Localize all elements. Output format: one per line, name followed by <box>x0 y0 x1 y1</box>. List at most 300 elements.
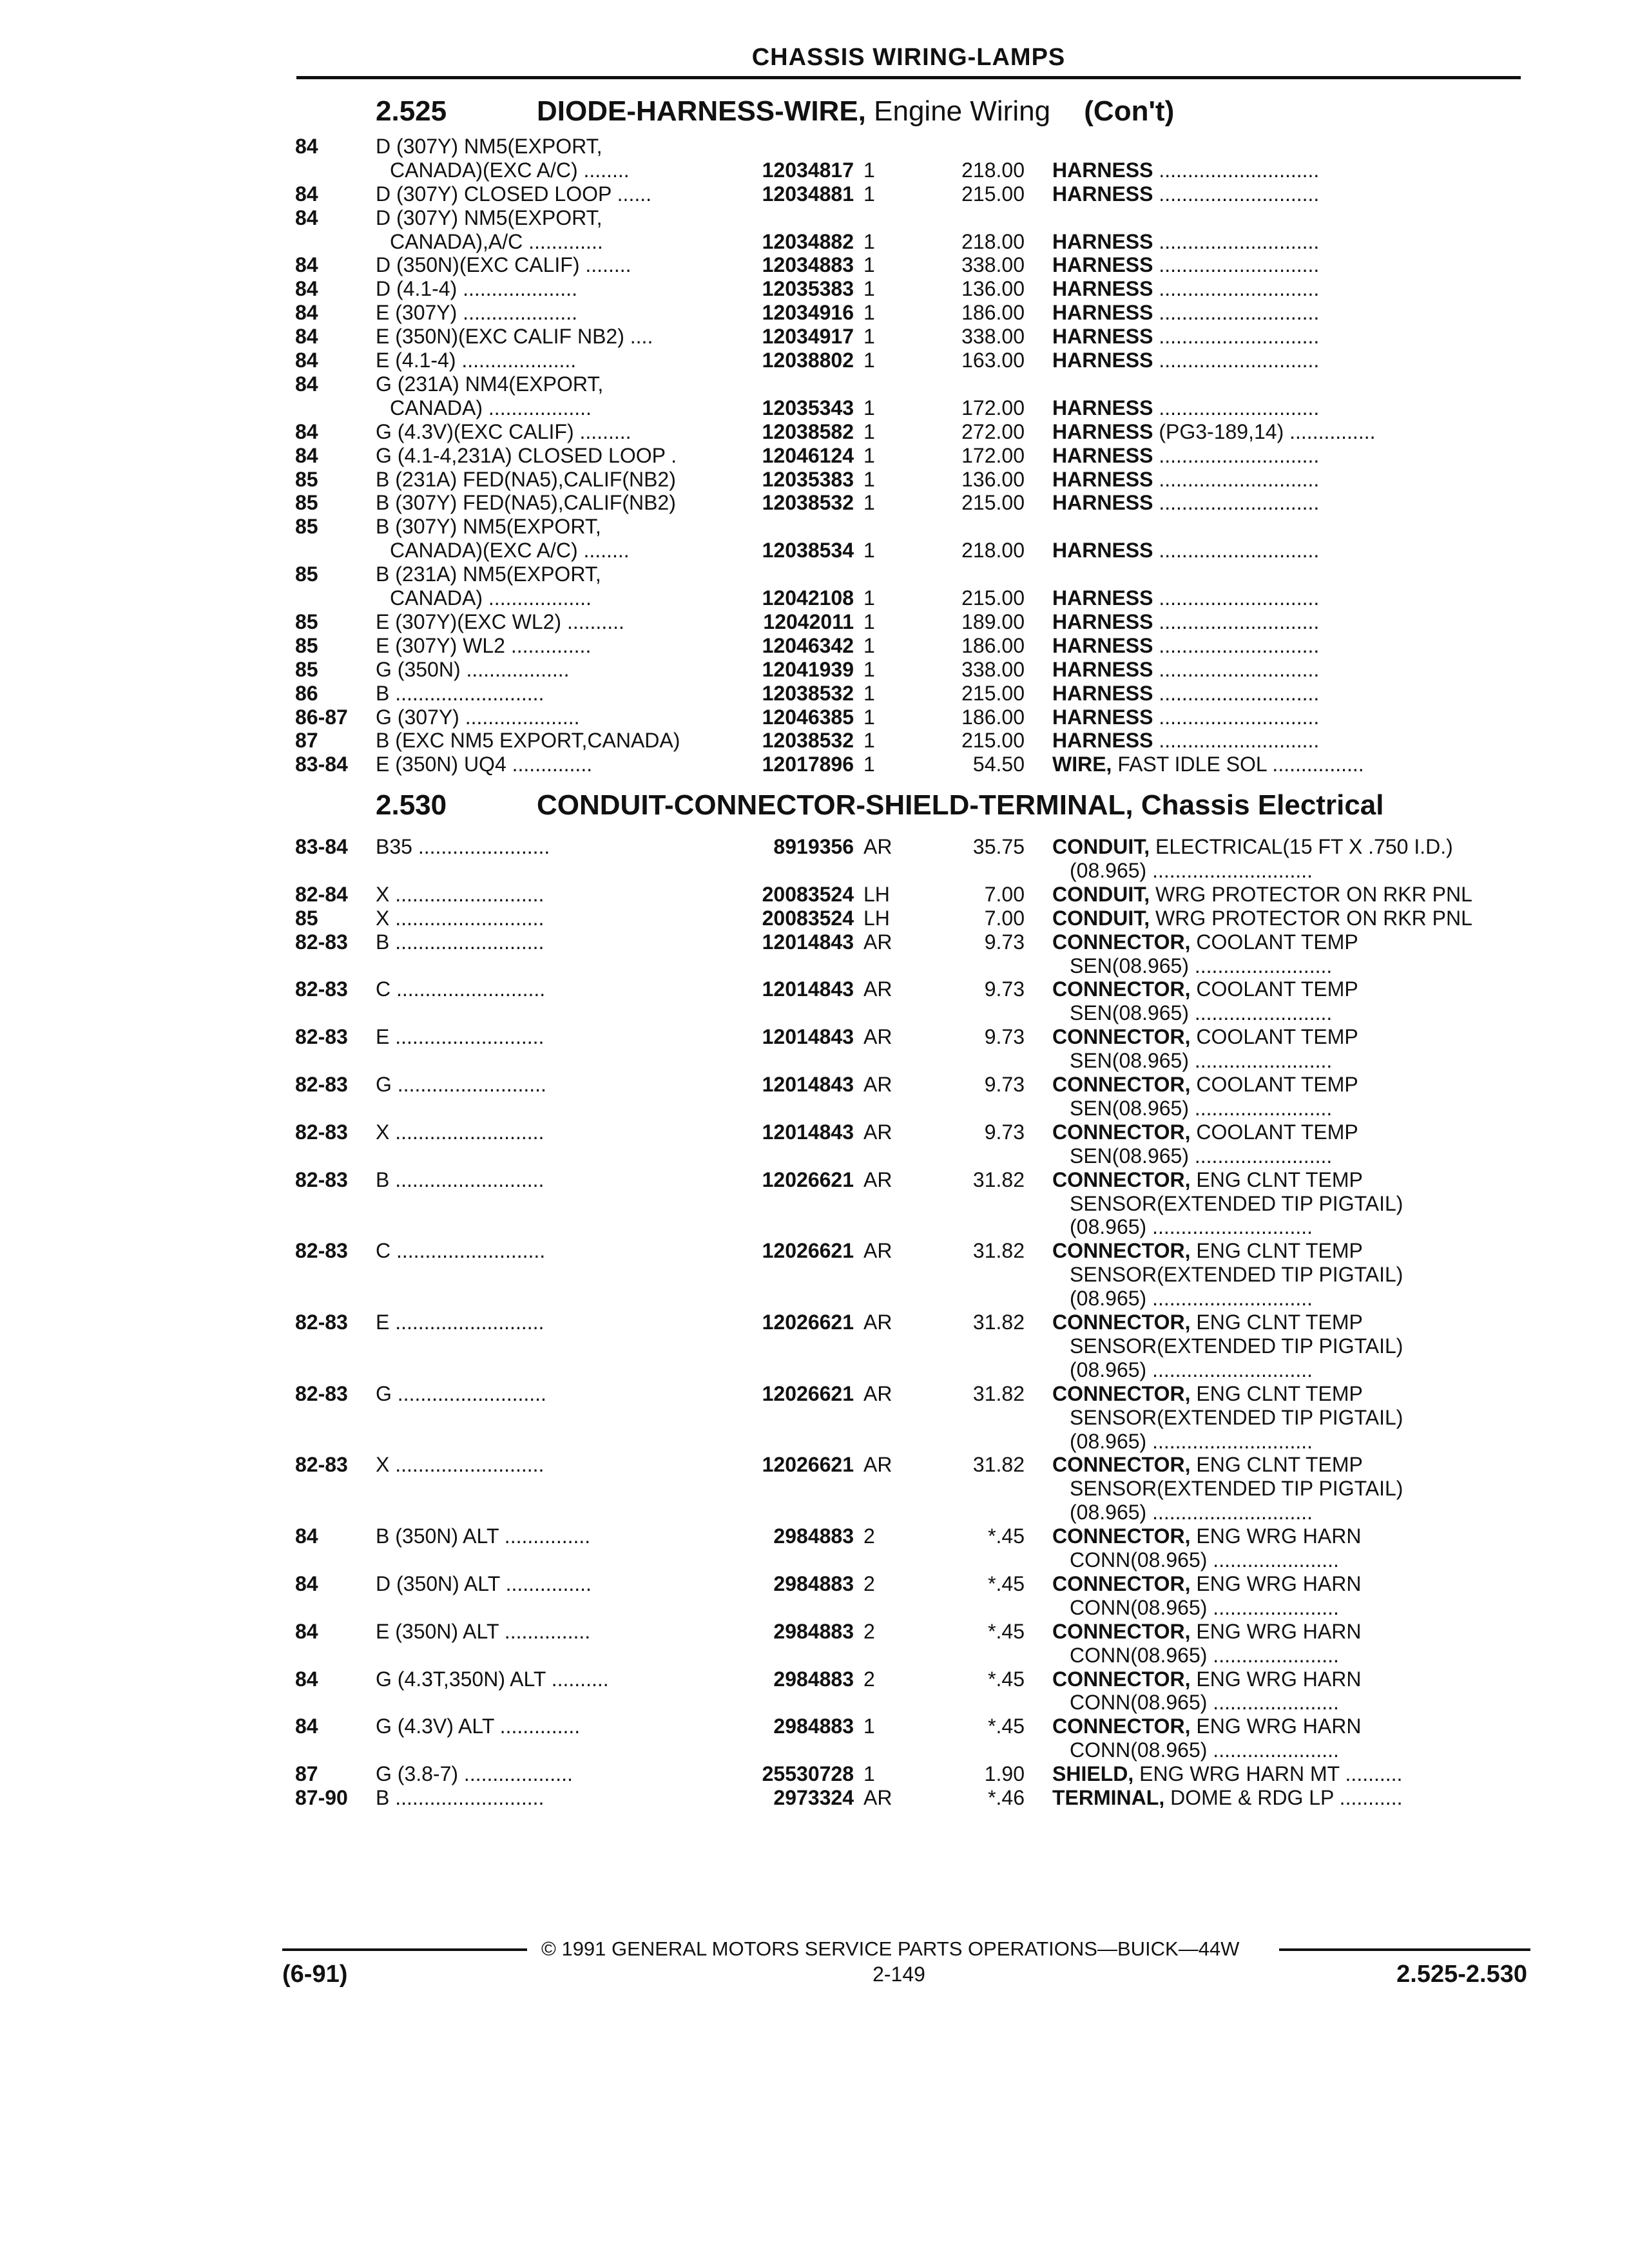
part-name-primary: HARNESS <box>1052 182 1153 206</box>
model-year: 82-83 <box>295 1025 348 1048</box>
parts-row <box>0 1072 1629 1097</box>
price: 172.00 <box>961 396 1025 419</box>
section-name: CONDUIT-CONNECTOR-SHIELD-TERMINAL, <box>537 789 1133 821</box>
footer-rule-left <box>282 1948 527 1951</box>
quantity: 1 <box>863 706 875 729</box>
price: 31.82 <box>972 1239 1025 1262</box>
model-year: 84 <box>295 444 318 467</box>
part-number: 12038532 <box>762 682 854 705</box>
part-number: 2973324 <box>773 1786 854 1809</box>
part-name <box>1052 1762 1516 1786</box>
part-name-detail: ............................ <box>1153 301 1320 324</box>
part-name <box>1070 1595 1516 1620</box>
quantity: AR <box>863 1120 892 1144</box>
application-desc: G .......................... <box>376 1073 546 1096</box>
part-number: 12042011 <box>763 610 854 633</box>
part-name <box>1052 882 1516 907</box>
quantity: AR <box>863 1786 892 1809</box>
model-year: 87 <box>295 729 318 752</box>
application-desc: G (4.3V) ALT .............. <box>376 1715 581 1738</box>
parts-row <box>0 705 1629 729</box>
application-desc: B .......................... <box>376 1168 545 1191</box>
part-name-primary: HARNESS <box>1052 230 1153 253</box>
application-desc: D (350N) ALT ............... <box>376 1572 592 1595</box>
part-name <box>1070 858 1516 883</box>
quantity: 2 <box>863 1524 875 1548</box>
part-name <box>1052 229 1516 254</box>
parts-row <box>0 1571 1629 1596</box>
part-name <box>1070 1191 1516 1216</box>
part-name <box>1052 586 1516 610</box>
application-desc: E (350N) UQ4 .............. <box>376 753 593 776</box>
part-name-detail: ............................ <box>1153 658 1320 681</box>
application-desc: X .......................... <box>376 883 545 906</box>
part-name-detail: ENG WRG HARN <box>1190 1667 1362 1691</box>
part-name <box>1070 1358 1516 1382</box>
application-desc: D (307Y) CLOSED LOOP ...... <box>376 182 651 206</box>
price: 136.00 <box>961 468 1025 491</box>
quantity: LH <box>863 883 890 906</box>
part-number: 12038802 <box>762 349 854 372</box>
part-number: 12035343 <box>762 396 854 419</box>
part-name <box>1052 752 1516 776</box>
application-desc: B (EXC NM5 EXPORT,CANADA) <box>376 729 680 752</box>
parts-row <box>0 1215 1629 1239</box>
part-name <box>1070 1048 1516 1073</box>
part-name <box>1070 1334 1516 1358</box>
parts-row <box>0 1334 1629 1358</box>
model-year: 85 <box>295 658 318 681</box>
part-number: 12034882 <box>762 230 854 253</box>
part-name-detail: CONN(08.965) ...................... <box>1070 1644 1339 1667</box>
quantity: AR <box>863 1382 892 1405</box>
parts-row <box>0 206 1629 230</box>
quantity: 1 <box>863 349 875 372</box>
quantity: 1 <box>863 301 875 324</box>
part-name-primary: CONNECTOR, <box>1052 1239 1191 1262</box>
part-name-primary: HARNESS <box>1052 444 1153 467</box>
part-name-detail: ............................ <box>1153 277 1320 300</box>
part-name-primary: CONNECTOR, <box>1052 1572 1191 1595</box>
model-year: 82-83 <box>295 1073 348 1096</box>
parts-row <box>0 1191 1629 1216</box>
parts-row <box>0 419 1629 444</box>
part-name <box>1070 1429 1516 1454</box>
part-number: 2984883 <box>773 1572 854 1595</box>
header-rule <box>296 76 1521 79</box>
part-name <box>1052 1024 1516 1049</box>
part-name <box>1052 538 1516 562</box>
part-name-detail: SENSOR(EXTENDED TIP PIGTAIL) <box>1070 1406 1403 1429</box>
parts-row <box>0 1690 1629 1715</box>
part-name-primary: CONNECTOR, <box>1052 930 1191 954</box>
part-name-primary: CONDUIT, <box>1052 907 1150 930</box>
model-year: 82-83 <box>295 1168 348 1191</box>
price: 31.82 <box>972 1168 1025 1191</box>
parts-row <box>0 610 1629 634</box>
model-year: 82-83 <box>295 1239 348 1262</box>
quantity: 1 <box>863 253 875 276</box>
part-name-detail: COOLANT TEMP <box>1190 977 1358 1001</box>
parts-row <box>0 657 1629 682</box>
part-number: 12038532 <box>762 491 854 514</box>
part-name-detail: ............................ <box>1153 349 1320 372</box>
parts-row <box>0 1262 1629 1287</box>
part-number: 8919356 <box>773 835 854 858</box>
part-name-primary: HARNESS <box>1052 253 1153 276</box>
part-name-detail: CONN(08.965) ...................... <box>1070 1548 1339 1571</box>
section-title-2525 <box>376 95 1174 128</box>
part-number: 12038532 <box>762 729 854 752</box>
part-name-detail: CONN(08.965) ...................... <box>1070 1738 1339 1762</box>
part-name-detail: COOLANT TEMP <box>1190 1120 1358 1144</box>
quantity: 1 <box>863 396 875 419</box>
parts-row <box>0 300 1629 325</box>
parts-row <box>0 977 1629 1001</box>
part-name <box>1052 396 1516 420</box>
price: 9.73 <box>984 930 1025 954</box>
part-name-detail: CONN(08.965) ...................... <box>1070 1691 1339 1714</box>
application-desc: E .......................... <box>376 1311 545 1334</box>
quantity: 1 <box>863 230 875 253</box>
quantity: 1 <box>863 1715 875 1738</box>
part-name-primary: CONNECTOR, <box>1052 1667 1191 1691</box>
part-name-detail: ............................ <box>1153 706 1320 729</box>
part-name-detail: COOLANT TEMP <box>1190 930 1358 954</box>
price: 1.90 <box>984 1762 1025 1785</box>
part-name <box>1052 906 1516 930</box>
model-year: 82-84 <box>295 883 348 906</box>
part-name <box>1070 1215 1516 1239</box>
price: 215.00 <box>961 729 1025 752</box>
model-year: 84 <box>295 1620 318 1643</box>
part-name-detail: SEN(08.965) ........................ <box>1070 954 1333 977</box>
part-name <box>1070 1405 1516 1430</box>
price: 186.00 <box>961 706 1025 729</box>
part-name-detail: FAST IDLE SOL ................ <box>1112 753 1364 776</box>
quantity: 1 <box>863 539 875 562</box>
part-name-detail: COOLANT TEMP <box>1190 1025 1358 1048</box>
model-year: 85 <box>295 468 318 491</box>
application-desc: CANADA)(EXC A/C) ........ <box>390 539 630 562</box>
part-name-detail: CONN(08.965) ...................... <box>1070 1596 1339 1619</box>
quantity: AR <box>863 1453 892 1476</box>
application-desc: B (231A) NM5(EXPORT, <box>376 562 601 586</box>
part-number: 2984883 <box>773 1620 854 1643</box>
price: *.46 <box>988 1786 1025 1809</box>
price: 9.73 <box>984 977 1025 1001</box>
parts-row <box>0 467 1629 492</box>
price: 172.00 <box>961 444 1025 467</box>
part-name-primary: CONDUIT, <box>1052 883 1150 906</box>
model-year: 85 <box>295 634 318 657</box>
part-name-primary: HARNESS <box>1052 658 1153 681</box>
price: 338.00 <box>961 325 1025 348</box>
part-name <box>1070 1096 1516 1120</box>
part-name <box>1070 1643 1516 1667</box>
part-name-detail: ENG CLNT TEMP <box>1190 1311 1363 1334</box>
part-name-primary: CONNECTOR, <box>1052 1620 1191 1643</box>
part-name <box>1052 1310 1516 1334</box>
quantity: AR <box>863 1073 892 1096</box>
parts-row <box>0 1595 1629 1620</box>
part-name <box>1052 1238 1516 1263</box>
part-number: 2984883 <box>773 1715 854 1738</box>
parts-row <box>0 1762 1629 1786</box>
parts-row <box>0 1643 1629 1667</box>
application-desc: G .......................... <box>376 1382 546 1405</box>
quantity: LH <box>863 907 890 930</box>
part-name <box>1052 1785 1516 1810</box>
part-name-detail: (08.965) ............................ <box>1070 1287 1313 1310</box>
price: 189.00 <box>961 610 1025 633</box>
quantity: 1 <box>863 658 875 681</box>
application-desc: G (4.1-4,231A) CLOSED LOOP . <box>376 444 677 467</box>
application-desc: C .......................... <box>376 1239 546 1262</box>
price: 218.00 <box>961 230 1025 253</box>
model-year: 84 <box>295 277 318 300</box>
part-name-primary: CONNECTOR, <box>1052 1025 1191 1048</box>
model-year: 86-87 <box>295 706 348 729</box>
part-name <box>1070 1476 1516 1501</box>
quantity: 1 <box>863 182 875 206</box>
parts-row <box>0 276 1629 301</box>
part-number: 20083524 <box>762 907 854 930</box>
price: 338.00 <box>961 253 1025 276</box>
application-desc: X .......................... <box>376 1453 545 1476</box>
part-number: 12026621 <box>762 1382 854 1405</box>
part-name-detail: ............................ <box>1153 396 1320 419</box>
part-name-detail: (08.965) ............................ <box>1070 1430 1313 1453</box>
parts-row <box>0 1524 1629 1548</box>
model-year: 84 <box>295 253 318 276</box>
price: 136.00 <box>961 277 1025 300</box>
part-number: 25530728 <box>762 1762 854 1785</box>
part-name-primary: CONNECTOR, <box>1052 1715 1191 1738</box>
part-number: 12035383 <box>762 277 854 300</box>
part-name-detail: ELECTRICAL(15 FT X .750 I.D.) <box>1150 835 1453 858</box>
application-desc: D (307Y) NM5(EXPORT, <box>376 206 602 229</box>
part-number: 12046342 <box>762 634 854 657</box>
part-name-primary: HARNESS <box>1052 396 1153 419</box>
part-name <box>1070 1262 1516 1287</box>
part-number: 12046385 <box>762 706 854 729</box>
part-name-primary: HARNESS <box>1052 349 1153 372</box>
part-name <box>1070 1001 1516 1025</box>
part-name-primary: HARNESS <box>1052 610 1153 633</box>
application-desc: E (350N) ALT ............... <box>376 1620 591 1643</box>
part-name-detail: (PG3-189,14) ............... <box>1153 420 1376 443</box>
part-number: 12014843 <box>762 930 854 954</box>
quantity: AR <box>863 930 892 954</box>
part-name <box>1052 158 1516 182</box>
parts-row <box>0 134 1629 159</box>
part-name-primary: CONNECTOR, <box>1052 1311 1191 1334</box>
quantity: 1 <box>863 729 875 752</box>
part-name-primary: CONNECTOR, <box>1052 977 1191 1001</box>
section-number: 2.525 <box>376 95 447 127</box>
price: 31.82 <box>972 1382 1025 1405</box>
parts-row <box>0 1429 1629 1454</box>
application-desc: E (4.1-4) .................... <box>376 349 577 372</box>
application-desc: B .......................... <box>376 682 545 705</box>
part-name-detail: ENG WRG HARN <box>1190 1572 1362 1595</box>
part-name-primary: HARNESS <box>1052 491 1153 514</box>
parts-row <box>0 834 1629 859</box>
application-desc: C .......................... <box>376 977 546 1001</box>
part-name-primary: HARNESS <box>1052 325 1153 348</box>
part-name <box>1052 681 1516 706</box>
part-name-detail: ............................ <box>1153 468 1320 491</box>
parts-row <box>0 1310 1629 1334</box>
part-name-detail: SEN(08.965) ........................ <box>1070 1097 1333 1120</box>
price: 218.00 <box>961 159 1025 182</box>
quantity: AR <box>863 1168 892 1191</box>
parts-row <box>0 229 1629 254</box>
part-name-detail: ............................ <box>1153 444 1320 467</box>
model-year: 84 <box>295 1524 318 1548</box>
part-name-primary: HARNESS <box>1052 682 1153 705</box>
model-year: 84 <box>295 301 318 324</box>
parts-row <box>0 633 1629 658</box>
part-name <box>1052 1452 1516 1477</box>
parts-row <box>0 1738 1629 1762</box>
part-name <box>1070 1690 1516 1715</box>
part-number: 12034916 <box>762 301 854 324</box>
part-number: 12014843 <box>762 977 854 1001</box>
section-title-2530 <box>376 789 1384 822</box>
price: 215.00 <box>961 182 1025 206</box>
part-name-detail: ENG WRG HARN <box>1190 1715 1362 1738</box>
model-year: 84 <box>295 182 318 206</box>
price: 218.00 <box>961 539 1025 562</box>
parts-row <box>0 728 1629 753</box>
price: 35.75 <box>972 835 1025 858</box>
part-name <box>1052 1381 1516 1406</box>
part-number: 12038582 <box>762 420 854 443</box>
parts-row <box>0 752 1629 776</box>
application-desc: X .......................... <box>376 907 545 930</box>
price: 9.73 <box>984 1120 1025 1144</box>
section-name: DIODE-HARNESS-WIRE, <box>537 95 866 127</box>
part-name <box>1070 1144 1516 1168</box>
part-name-detail: SENSOR(EXTENDED TIP PIGTAIL) <box>1070 1477 1403 1500</box>
quantity: AR <box>863 1311 892 1334</box>
model-year: 84 <box>295 372 318 396</box>
parts-row <box>0 1714 1629 1738</box>
part-number: 12041939 <box>762 658 854 681</box>
application-desc: B35 ....................... <box>376 835 550 858</box>
part-name <box>1052 348 1516 372</box>
part-name-primary: CONNECTOR, <box>1052 1524 1191 1548</box>
application-desc: CANADA),A/C ............. <box>390 230 603 253</box>
part-name-detail: WRG PROTECTOR ON RKR PNL <box>1150 883 1472 906</box>
part-name-primary: HARNESS <box>1052 468 1153 491</box>
part-name-primary: HARNESS <box>1052 420 1153 443</box>
part-name <box>1070 1286 1516 1311</box>
part-name-detail: ENG WRG HARN <box>1190 1620 1362 1643</box>
part-number: 12035383 <box>762 468 854 491</box>
parts-row <box>0 1667 1629 1691</box>
price: *.45 <box>988 1524 1025 1548</box>
application-desc: G (3.8-7) ................... <box>376 1762 573 1785</box>
part-name-detail: ............................ <box>1153 729 1320 752</box>
price: 9.73 <box>984 1025 1025 1048</box>
price: 215.00 <box>961 586 1025 610</box>
section-number: 2.530 <box>376 789 447 821</box>
part-name <box>1052 1714 1516 1738</box>
model-year: 86 <box>295 682 318 705</box>
model-year: 84 <box>295 1715 318 1738</box>
part-name-primary: CONNECTOR, <box>1052 1168 1191 1191</box>
part-name-detail: COOLANT TEMP <box>1190 1073 1358 1096</box>
parts-row <box>0 158 1629 182</box>
part-name <box>1052 1667 1516 1691</box>
model-year: 82-83 <box>295 1382 348 1405</box>
parts-row <box>0 1286 1629 1311</box>
parts-row <box>0 348 1629 372</box>
part-name <box>1052 1168 1516 1192</box>
price: *.45 <box>988 1715 1025 1738</box>
application-desc: E (307Y) WL2 .............. <box>376 634 592 657</box>
parts-row <box>0 1358 1629 1382</box>
model-year: 85 <box>295 610 318 633</box>
quantity: 2 <box>863 1620 875 1643</box>
part-name <box>1052 324 1516 349</box>
parts-row <box>0 1048 1629 1073</box>
part-name-detail: ENG WRG HARN <box>1190 1524 1362 1548</box>
part-number: 12038534 <box>762 539 854 562</box>
part-name-detail: ............................ <box>1153 539 1320 562</box>
part-name-primary: HARNESS <box>1052 277 1153 300</box>
model-year: 83-84 <box>295 835 348 858</box>
price: 31.82 <box>972 1311 1025 1334</box>
quantity: 1 <box>863 277 875 300</box>
price: *.45 <box>988 1667 1025 1691</box>
model-year: 82-83 <box>295 1311 348 1334</box>
application-desc: E .......................... <box>376 1025 545 1048</box>
application-desc: B .......................... <box>376 1786 545 1809</box>
part-name-detail: ............................ <box>1153 253 1320 276</box>
application-desc: X .......................... <box>376 1120 545 1144</box>
parts-row <box>0 586 1629 610</box>
application-desc: B (307Y) FED(NA5),CALIF(NB2) <box>376 491 676 514</box>
part-name-primary: HARNESS <box>1052 539 1153 562</box>
parts-row <box>0 1619 1629 1644</box>
part-name <box>1052 419 1516 444</box>
part-name-primary: WIRE, <box>1052 753 1112 776</box>
part-name <box>1052 467 1516 492</box>
footer-rule-right <box>1279 1948 1530 1951</box>
model-year: 85 <box>295 907 318 930</box>
price: 338.00 <box>961 658 1025 681</box>
quantity: 1 <box>863 159 875 182</box>
model-year: 84 <box>295 135 318 158</box>
parts-row <box>0 538 1629 562</box>
parts-row <box>0 182 1629 206</box>
part-name-primary: CONNECTOR, <box>1052 1120 1191 1144</box>
application-desc: G (4.3T,350N) ALT .......... <box>376 1667 609 1691</box>
quantity: 1 <box>863 325 875 348</box>
part-name-detail: SENSOR(EXTENDED TIP PIGTAIL) <box>1070 1263 1403 1286</box>
parts-row <box>0 954 1629 978</box>
quantity: 1 <box>863 420 875 443</box>
part-name <box>1052 300 1516 325</box>
part-number: 12026621 <box>762 1453 854 1476</box>
part-name-primary: CONDUIT, <box>1052 835 1150 858</box>
quantity: 2 <box>863 1572 875 1595</box>
parts-row <box>0 1001 1629 1025</box>
